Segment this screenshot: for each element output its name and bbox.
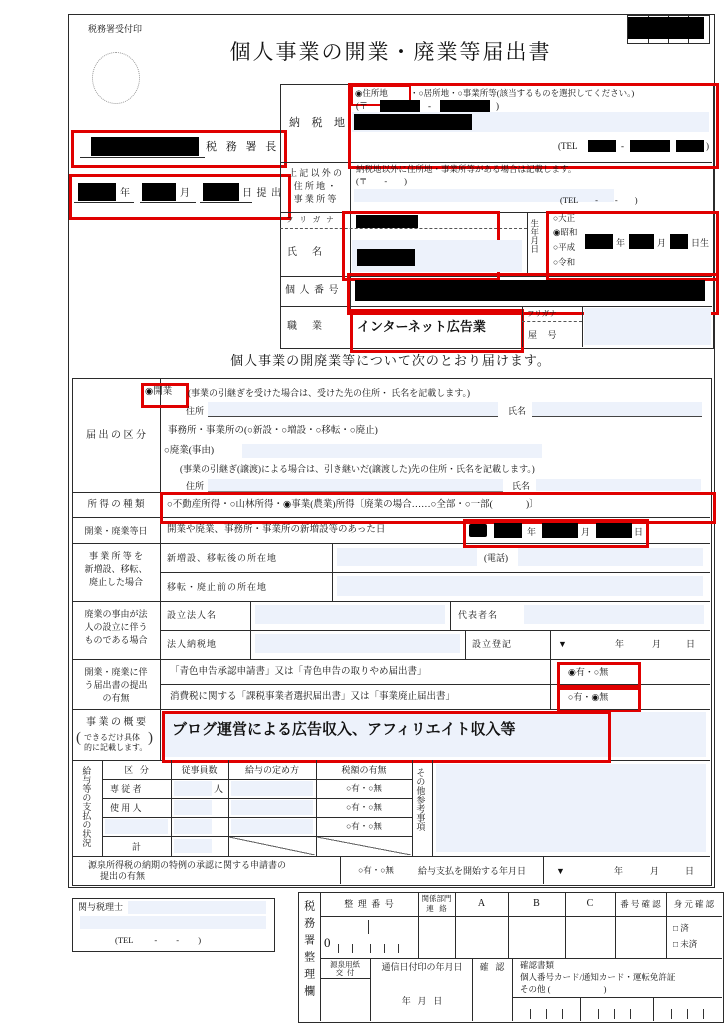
birthdate-label: 生年月日: [529, 219, 540, 253]
blue-return-choice[interactable]: ◉有・○無: [568, 667, 609, 677]
corp-name-label: 設立法人名: [167, 610, 218, 620]
start-day-label: 日: [685, 866, 695, 876]
cell-line: [653, 997, 654, 1021]
tax-accountant-label: 関与税理士: [78, 902, 124, 912]
birth-month-redaction: [629, 234, 654, 249]
digit-tick: [614, 1009, 615, 1019]
furigana-redaction: [356, 215, 418, 228]
yago-field[interactable]: [584, 308, 711, 345]
cell-line: [543, 856, 544, 884]
cell-line: [332, 543, 333, 601]
open-day-redaction: [596, 523, 632, 538]
salary-start-label: 給与支払を開始する年月日: [418, 866, 527, 876]
touki-day-label: 日: [686, 639, 696, 649]
birth-month-label: 月: [657, 238, 667, 248]
form-title: 個人事業の開業・廃業等届出書: [229, 40, 552, 64]
office-case-label-3: 廃止した場合: [88, 577, 143, 587]
consumption-tax-choice[interactable]: ○有・◉無: [568, 692, 609, 702]
seiri-tick: [352, 944, 353, 953]
col-b-header: B: [533, 898, 540, 909]
new-office-phone-field[interactable]: [518, 548, 703, 566]
col-a-header: A: [477, 898, 486, 909]
jimusho-options[interactable]: 事務所・事業所の(○新設・○増設・○移転・○廃止): [168, 426, 378, 436]
open-year-redaction: [494, 523, 522, 538]
salary-header-count: 従事員数: [181, 765, 218, 775]
tax-umu-choice[interactable]: ○有・○無: [346, 783, 382, 793]
gensen-text-2: 提出の有無: [100, 871, 146, 881]
row-line: [512, 997, 722, 998]
digit-tick: [530, 1009, 531, 1019]
touki-label: 設立登記: [472, 639, 513, 649]
kubun-label: 届 出 の 区 分: [86, 430, 146, 441]
phone-label: (電話): [484, 553, 508, 563]
job-label: 職 業: [287, 321, 322, 332]
name-field2[interactable]: [532, 402, 702, 417]
digit-tick: [703, 1009, 704, 1019]
cell-line: [512, 958, 513, 1021]
diagonal-na-cell: [229, 837, 315, 855]
touki-dropdown-icon[interactable]: ▼: [558, 639, 567, 649]
open-close-date-text: 開業や廃業、事務所・事業所の新増設等のあった日: [167, 525, 386, 535]
radio-haigyou[interactable]: ○廃業(事由): [164, 446, 215, 456]
digit-tick: [687, 1009, 688, 1019]
diagonal-na-cell: [317, 837, 411, 855]
corp-case-label-1: 廃業の事由が法: [84, 609, 148, 619]
rep-name-label: 代表者名: [458, 610, 499, 620]
number-check-header: 番 号 確 認: [620, 899, 661, 909]
corp-tax-place-label: 法人納税地: [167, 639, 218, 649]
tel-redaction: [676, 140, 704, 152]
confirm-header: 確 認: [479, 962, 505, 972]
mynumber-redaction: [355, 280, 705, 301]
touki-year-label: 年: [615, 639, 625, 649]
salary-row-total: 計: [131, 842, 141, 852]
digit-tick: [562, 1009, 563, 1019]
submit-month-redaction: [142, 183, 176, 201]
salary-row-juujuusha: 専 従 者: [110, 784, 142, 794]
submit-docs-label-2: う届出書の提出: [84, 680, 148, 690]
corp-case-label-2: 人の設立に伴う: [84, 622, 148, 632]
other-ref-field[interactable]: [436, 764, 706, 852]
seiri-tick: [370, 944, 371, 953]
seiri-tick: [338, 944, 339, 953]
other-tel: (TEL - - ): [560, 195, 638, 205]
transfer-note: (事業の引継ぎ(譲渡)による場合は、引き継いだ(譲渡した)先の住所・氏名を記載します。): [180, 464, 535, 474]
col-c-header: C: [586, 898, 594, 909]
cell-line: [550, 630, 551, 659]
declaration-text: 個人事業の開廃業等について次のとおり届けます。: [230, 353, 551, 368]
addr-label: 住所: [186, 481, 205, 491]
income-type-label: 所 得 の 種 類: [87, 500, 145, 510]
other-ref-vlabel: その他参考事項: [415, 768, 426, 831]
tax-place-label: 納 税 地: [289, 117, 347, 129]
seiri-zero: 0: [324, 935, 331, 950]
cell-line: [582, 306, 583, 347]
new-office-field[interactable]: [337, 548, 477, 566]
checkbox-done[interactable]: □ 済: [673, 923, 689, 933]
blue-return-text: 「青色申告承認申請書」又は「青色申告の取りやめ届出書」: [170, 667, 427, 677]
mynumber-label: 個 人 番 号: [285, 285, 340, 296]
tax-accountant-tel: (TEL - - ): [115, 935, 202, 945]
digit-tick: [546, 1009, 547, 1019]
cell-line: [370, 958, 371, 1021]
touki-month-label: 月: [652, 639, 662, 649]
seiri-number-header: 整 理 番 号: [344, 899, 394, 909]
old-office-field[interactable]: [337, 576, 703, 596]
other-address-label-1: 上 記 以 外 の: [287, 168, 342, 178]
method-field[interactable]: [231, 819, 313, 834]
row-line: [320, 916, 722, 917]
identity-check-header: 身 元 確 認: [673, 899, 715, 909]
seiri-tick: [384, 944, 385, 953]
kankei-header-1: 関係部門: [421, 894, 452, 903]
kankei-header-2: 連 絡: [426, 904, 447, 913]
submit-day-redaction: [203, 183, 239, 201]
tel-close: ): [706, 141, 709, 151]
corp-name-field[interactable]: [255, 605, 445, 624]
confirm-docs-types: 個人番号カード/通知カード・運転免許証: [520, 972, 676, 982]
residence-options[interactable]: ・○居所地・○事業所等(該当するものを選択してください。): [410, 88, 635, 98]
submit-year-label: 年: [120, 188, 130, 199]
start-dropdown-icon[interactable]: ▼: [556, 866, 565, 876]
tax-accountant-field[interactable]: [80, 916, 266, 929]
count-field[interactable]: [174, 800, 212, 815]
unit-nin: 人: [214, 784, 224, 794]
digit-tick: [671, 1009, 672, 1019]
gensen-paper-label-2: 交 付: [335, 968, 355, 977]
cell-line: [412, 760, 413, 856]
yago-furigana-divider: [522, 321, 582, 322]
transfer-name-field[interactable]: [536, 479, 701, 491]
addr-label: 住所: [186, 406, 205, 416]
other-postal: (〒 - ): [356, 176, 407, 186]
paren-open: (: [76, 730, 81, 746]
open-day-label: 日: [634, 527, 644, 537]
postmark-ymd: 年 月 日: [401, 996, 443, 1006]
cell-line: [550, 659, 551, 709]
confirm-docs-other: その他 ( ): [520, 984, 607, 994]
furigana-label: フ リ ガ ナ: [286, 215, 336, 224]
underline: [74, 202, 134, 203]
tax-umu-choice[interactable]: ○有・○無: [346, 802, 382, 812]
row-line: [102, 798, 412, 799]
radio-residence[interactable]: ◉住所地: [355, 88, 388, 98]
radio-kaigyou[interactable]: ◉開業: [145, 387, 173, 397]
salary-section-vlabel: 給与等の支払の状況: [81, 766, 92, 847]
office-case-label-1: 事 業 所 等 を: [88, 551, 143, 561]
start-year-label: 年: [614, 866, 624, 876]
other-address-note: 納税地以外に住所地・事業所等がある場合は記載します。: [356, 164, 577, 174]
summary-note-2: 的に記載します。: [84, 743, 148, 752]
corp-case-label-3: ものである場合: [84, 635, 148, 645]
confirm-docs-label: 確認書類: [520, 960, 555, 970]
cell-line: [522, 306, 523, 347]
row-line: [72, 856, 710, 857]
old-office-label: 移転・廃止前の所在地: [167, 582, 268, 592]
office-case-label-2: 新増設、移転、: [84, 564, 148, 574]
name-redaction: [357, 249, 415, 266]
gensen-text-1: 源泉所得税の納期の特例の承認に関する申請書の: [88, 860, 287, 870]
submit-year-redaction: [78, 183, 116, 201]
birth-year-redaction: [585, 234, 613, 249]
salary-header-tax: 税額の有無: [341, 765, 387, 775]
row-line: [102, 817, 412, 818]
row-line: [320, 978, 370, 979]
name-label: 氏 名: [287, 247, 322, 258]
seiri-tick: [398, 944, 399, 953]
digit-tick: [598, 1009, 599, 1019]
other-address-label-2: 住 所 地 ・: [293, 181, 337, 191]
haigyou-reason-field[interactable]: [242, 444, 542, 458]
birth-year-label: 年: [616, 238, 626, 248]
radio-era-reiwa[interactable]: ○令和: [553, 257, 576, 267]
row-line: [160, 630, 710, 631]
salary-header-method: 給与の定め方: [244, 765, 299, 775]
rep-name-field[interactable]: [524, 605, 704, 624]
tel-dash: -: [621, 141, 624, 151]
open-year-label: 年: [527, 527, 537, 537]
tax-umu-choice[interactable]: ○有・○無: [346, 821, 382, 831]
open-month-redaction: [542, 523, 578, 538]
tel-redaction: [630, 140, 670, 152]
method-field[interactable]: [231, 781, 313, 796]
count-field[interactable]: [174, 781, 212, 796]
tax-office-name-redaction: [91, 137, 199, 156]
salary-row-shiyounin: 使 用 人: [110, 803, 142, 813]
open-month-label: 月: [581, 527, 591, 537]
submit-docs-label-1: 開業・廃業に伴: [84, 667, 148, 677]
submit-docs-label-3: の有無: [102, 693, 130, 703]
checkbox-not-done[interactable]: □ 未済: [673, 939, 698, 949]
cell-line: [450, 601, 451, 630]
cell-line: [250, 601, 251, 659]
start-month-label: 月: [650, 866, 660, 876]
tel-redaction: [588, 140, 616, 152]
digit-tick: [630, 1009, 631, 1019]
address-redaction: [354, 114, 472, 130]
cell-line: [527, 212, 528, 276]
postal-close: ): [496, 101, 499, 111]
count-field[interactable]: [174, 819, 212, 834]
radio-era-showa[interactable]: ◉昭和: [553, 227, 578, 237]
office-use-vlabel: 税務署整理欄: [302, 900, 315, 1002]
cell-line: [432, 760, 433, 856]
cell-line: [465, 630, 466, 659]
yago-label: 屋 号: [528, 330, 559, 340]
postal-open: (〒: [356, 101, 368, 111]
cell-line: [320, 892, 321, 1021]
name2-label: 氏名: [512, 481, 531, 491]
summary-label: 事 業 の 概 要: [86, 717, 146, 728]
underline: [200, 202, 252, 203]
consumption-tax-text: 消費税に関する「課税事業者選択届出書」又は「事業廃止届出書」: [170, 692, 456, 702]
addr-field[interactable]: [208, 402, 498, 417]
corner-redaction: [628, 17, 704, 39]
label-col-line: [160, 378, 161, 760]
tax-accountant-field[interactable]: [128, 901, 266, 914]
new-office-label: 新増設、移転後の所在地: [167, 553, 278, 563]
income-type-options[interactable]: ○不動産所得・○山林所得・◉事業(農業)所得〔廃業の場合……○全部・○一部( )〕: [167, 500, 539, 510]
blank-kubun-field[interactable]: [105, 819, 168, 834]
row-line: [72, 659, 710, 660]
receipt-stamp-label: 税務署受付印: [88, 24, 143, 34]
birth-day-label: 日生: [691, 238, 710, 248]
corp-tax-place-field[interactable]: [255, 634, 460, 653]
tax-office-suffix: 税 務 署 長: [206, 141, 280, 153]
summary-note-1: できるだけ具体: [84, 733, 140, 742]
yago-furigana-label: フリガナ: [527, 309, 557, 318]
seiri-tick: [368, 920, 369, 934]
gensen-umu-choice[interactable]: ○有・○無: [358, 865, 394, 875]
salary-header-kubun: 区 分: [124, 765, 149, 775]
birth-day-redaction: [670, 234, 688, 249]
method-field[interactable]: [231, 800, 313, 815]
calendar-dropdown-icon[interactable]: [469, 524, 487, 537]
row-line: [320, 958, 722, 959]
submit-month-label: 月: [180, 188, 190, 199]
other-address-label-3: 事 業 所 等: [293, 194, 337, 204]
gensen-paper-label-1: 源泉用紙: [330, 960, 360, 969]
postal-dash: -: [428, 101, 431, 111]
underline: [140, 202, 196, 203]
paren-close: ): [148, 730, 153, 746]
submit-day-label: 日 提 出: [242, 188, 282, 199]
radio-era-taisho[interactable]: ○大正: [553, 213, 576, 223]
count-field[interactable]: [174, 839, 212, 853]
open-close-date-label: 開業・廃業等日: [84, 526, 148, 536]
job-value[interactable]: インターネット広告業: [357, 319, 486, 334]
underline: [80, 157, 205, 158]
tel-open: (TEL: [558, 141, 578, 151]
row-line: [72, 601, 710, 602]
kaigyou-note: (事業の引継ぎを受けた場合は、受けた先の住所・ 氏名を記載します。): [188, 388, 471, 398]
postmark-date-header: 通信日付印の年月日: [381, 962, 463, 972]
row-line: [160, 572, 710, 573]
name2-label: 氏名: [508, 406, 527, 416]
row-line: [102, 779, 412, 780]
radio-era-heisei[interactable]: ○平成: [553, 242, 576, 252]
cell-line: [580, 997, 581, 1021]
transfer-addr-field[interactable]: [208, 479, 503, 492]
summary-value: ブログ運営による広告収入、アフィリエイト収入等: [172, 721, 516, 738]
